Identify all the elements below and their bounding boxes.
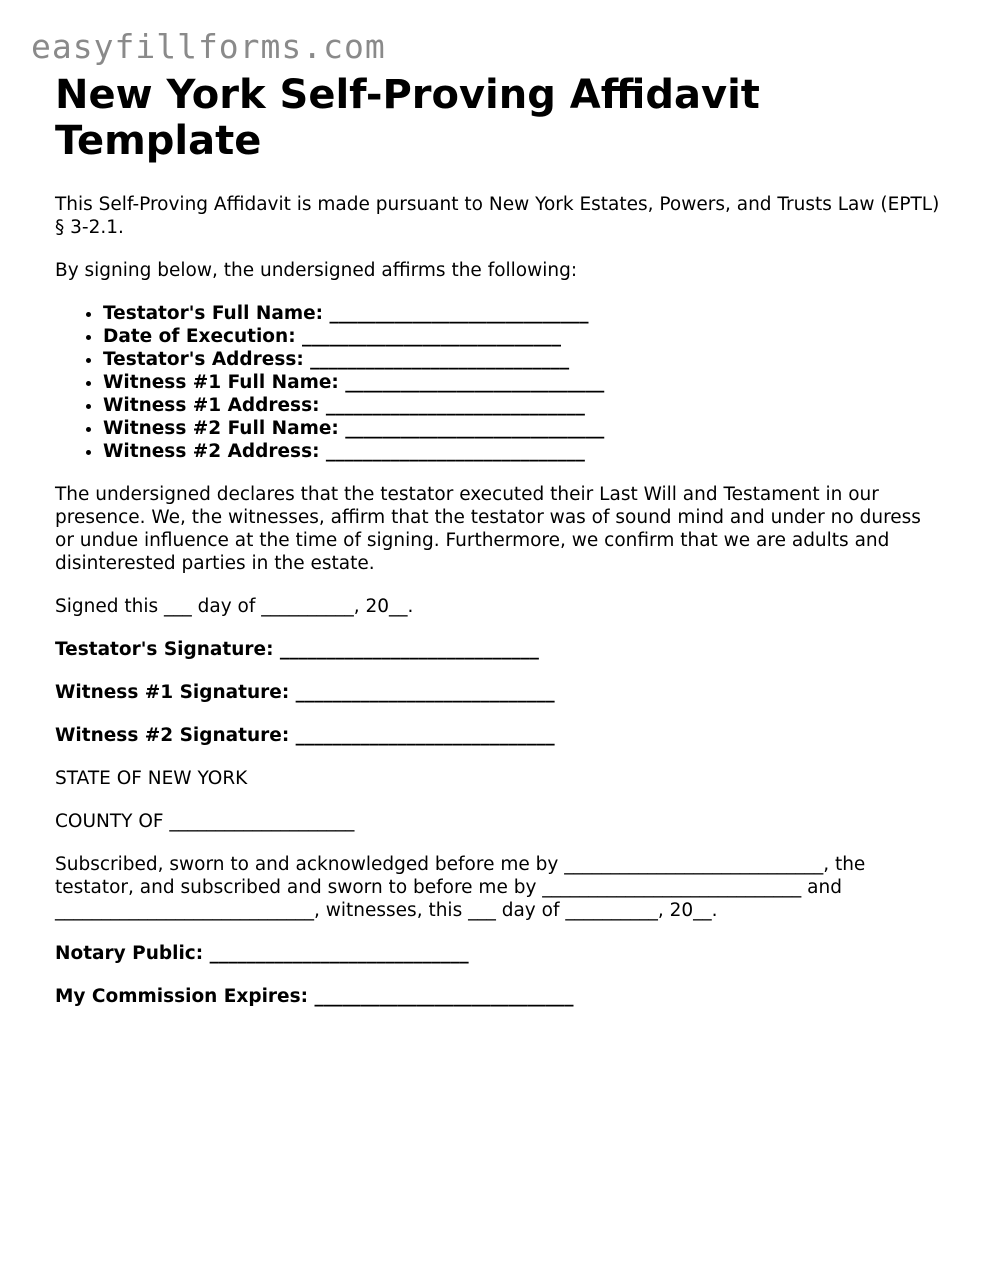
witness2-signature-line [55,724,945,747]
document-page [55,72,945,1008]
notary-public-label: Notary Public: ____________________________ [55,943,469,964]
field-testator-address: • Testator's Address: ____________________________ [103,348,945,371]
field-testator-full-name: • Testator's Full Name: ____________________________ [103,302,945,325]
witness1-signature-label: Witness #1 Signature: ____________________________ [55,682,555,703]
witness2-signature-label: Witness #2 Signature: ____________________________ [55,725,555,746]
commission-expires-line [55,985,945,1008]
field-witness2-address: • Witness #2 Address: ____________________________ [103,440,945,463]
intro-paragraph: This Self-Proving Affidavit is made pursuant to New York Estates, Powers, and Trusts Law (EPTL) § 3-2.1. [55,194,940,238]
county-line: COUNTY OF ____________________ [55,811,355,832]
subscribed-paragraph: Subscribed, sworn to and acknowledged before me by ____________________________, the testator, and subscribed and sworn to before me by ____________________________ and ____________________________, witnesses, this ___ day of __________, 20__. [55,854,866,921]
document-title: New York Self-Proving Affidavit Template [55,72,760,164]
watermark: easyfillforms.com [31,27,386,66]
signed-this-line: Signed this ___ day of __________, 20__. [55,596,414,617]
declaration-paragraph: The undersigned declares that the testator executed their Last Will and Testament in our presence. We, the witnesses, affirm that the testator was of sound mind and under no duress or undue influence at the time of signing. Furthermore, we confirm that we are adults and disinterested parties in the estate. [55,484,921,574]
commission-expires-label: My Commission Expires: ____________________________ [55,986,574,1007]
field-date-of-execution: • Date of Execution: ____________________________ [103,325,945,348]
field-witness1-address: • Witness #1 Address: ____________________________ [103,394,945,417]
witness1-signature-line [55,681,945,704]
field-witness2-full-name: • Witness #2 Full Name: ____________________________ [103,417,945,440]
field-witness1-full-name: • Witness #1 Full Name: ____________________________ [103,371,945,394]
testator-signature-line [55,638,945,661]
affirm-line: By signing below, the undersigned affirms the following: [55,260,578,281]
testator-signature-label: Testator's Signature: ____________________________ [55,639,539,660]
notary-public-line [55,942,945,965]
affidavit-field-list [55,302,945,463]
state-line: STATE OF NEW YORK [55,768,248,789]
